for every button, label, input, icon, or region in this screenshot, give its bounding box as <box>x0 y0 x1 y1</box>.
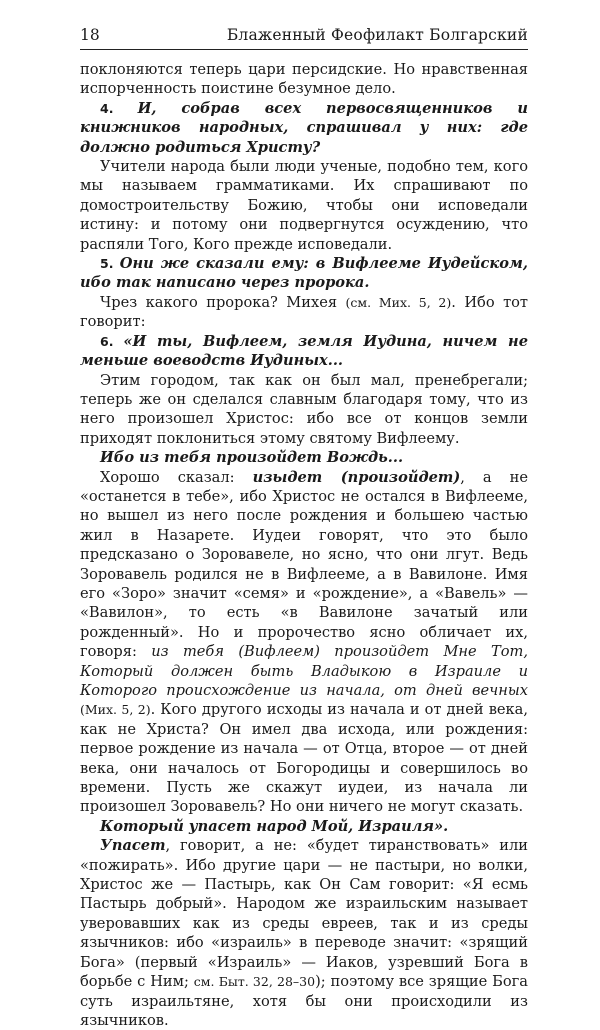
paragraph <box>80 60 528 99</box>
paragraph <box>80 99 528 157</box>
running-header <box>80 26 528 50</box>
verse-number: 5. <box>100 256 120 272</box>
text-run: , говорит, а не: «будет тиранствовать» или «пожирать». Ибо другие цари — не пастыри, но волки, Христос же — Пастырь, как Он Сам говорит: «Я есмь Пастырь добрый». Народом же израильским называет уверовавших как из среды евреев, так и из среды язычников: ибо «израиль» в переводе значит: «зрящий Бога» (первый «Израиль» — Иаков, узревший Бога в борьбе с Ним; <box>80 837 528 991</box>
text-run: из тебя (Вифлеем) произойдет Мне Тот, Который должен быть Владыкою в Израиле и Которого происхождение из начала, от дней вечных <box>80 643 528 699</box>
text-run: Хорошо сказал: <box>100 468 253 486</box>
text-run: поклоняются теперь цари персидские. Но нравственная испорченность поистине безумное дело. <box>80 61 528 98</box>
verse-text: И, собрав всех первосвященников и книжников народных, спрашивал у них: где должно родиться Христу? <box>80 99 528 156</box>
verse-text: Ибо из тебя произойдет Вождь... <box>100 449 404 467</box>
paragraph <box>80 836 528 1030</box>
paragraph <box>80 293 528 332</box>
verse-text: «И ты, Вифлеем, земля Иудина, ничем не меньше воеводств Иудиных... <box>80 332 528 370</box>
paragraph <box>80 448 528 467</box>
text-run: . Ибо тот говорит: <box>80 293 528 331</box>
text-run: , а не «останется в тебе», ибо Христос не остался в Вифлееме, но вышел из него после рождения и большею частью жил в Назарете. Иудеи говорят, что это было предсказано о Зоровавеле, но ясно, что они лгут. Ведь Зоровавель родился не в Вифлееме, а в Вавилоне. Имя его «Зоро» значит «семя» и «рождение», а «Вавель» — «Вавилон», то есть «в Вавилоне зачатый или рожденный». Но и пророчество ясно обличает их, говоря: <box>80 468 529 661</box>
scripture-reference: см. Быт. 32, 28–30 <box>193 974 316 990</box>
paragraph <box>80 254 528 293</box>
verse-number: 6. <box>100 333 124 349</box>
text-run: Этим городом, так как он был мал, пренебрегали; теперь же он сделался славным благодаря тому, что из него произошел Христос: ибо все от концов земли приходят поклониться этому святому Вифлеему. <box>80 371 528 447</box>
text-run: Упасет <box>100 837 166 855</box>
text-run: . Кого другого исходы из начала и от дней века, как не Христа? Он имел два исхода, или рождения: первое рождение из начала — от Отца, второе — от дней века, они началось от Богородицы и совершилось во времени. Пусть же скажут иудеи, из начала ли произошел Зоровавель? Но они ничего не могут сказать. <box>80 701 529 816</box>
body-text <box>80 60 528 1030</box>
text-run: Чрез какого пророка? Михея <box>100 293 346 311</box>
scripture-reference: (см. Мих. 5, 2) <box>345 294 452 310</box>
paragraph <box>80 817 528 836</box>
verse-text: Они же сказали ему: в Вифлееме Иудейском, ибо так написано через пророка. <box>80 255 528 292</box>
paragraph <box>80 157 528 254</box>
verse-text: Который упасет народ Мой, Израиля». <box>100 817 449 835</box>
scripture-reference: (Мих. 5, 2) <box>80 702 151 718</box>
paragraph <box>80 332 528 371</box>
text-run: Учители народа были люди ученые, подобно тем, кого мы называем грамматиками. Их спрашивают по домостроительству Божию, чтобы они исповедали истину: и потому они подвергнутся осуждению, что распяли Того, Кого прежде исповедали. <box>80 158 528 253</box>
running-title: Блаженный Феофилакт Болгарский <box>226 26 528 44</box>
paragraph <box>80 371 528 449</box>
text-run: изыдет (произойдет) <box>252 468 461 486</box>
paragraph <box>80 468 528 817</box>
page-number: 18 <box>80 26 100 44</box>
text-run: ); поэтому все зрящие Бога суть израильтяне, хотя бы они происходили из язычников. <box>80 973 528 1029</box>
verse-number: 4. <box>100 100 138 116</box>
